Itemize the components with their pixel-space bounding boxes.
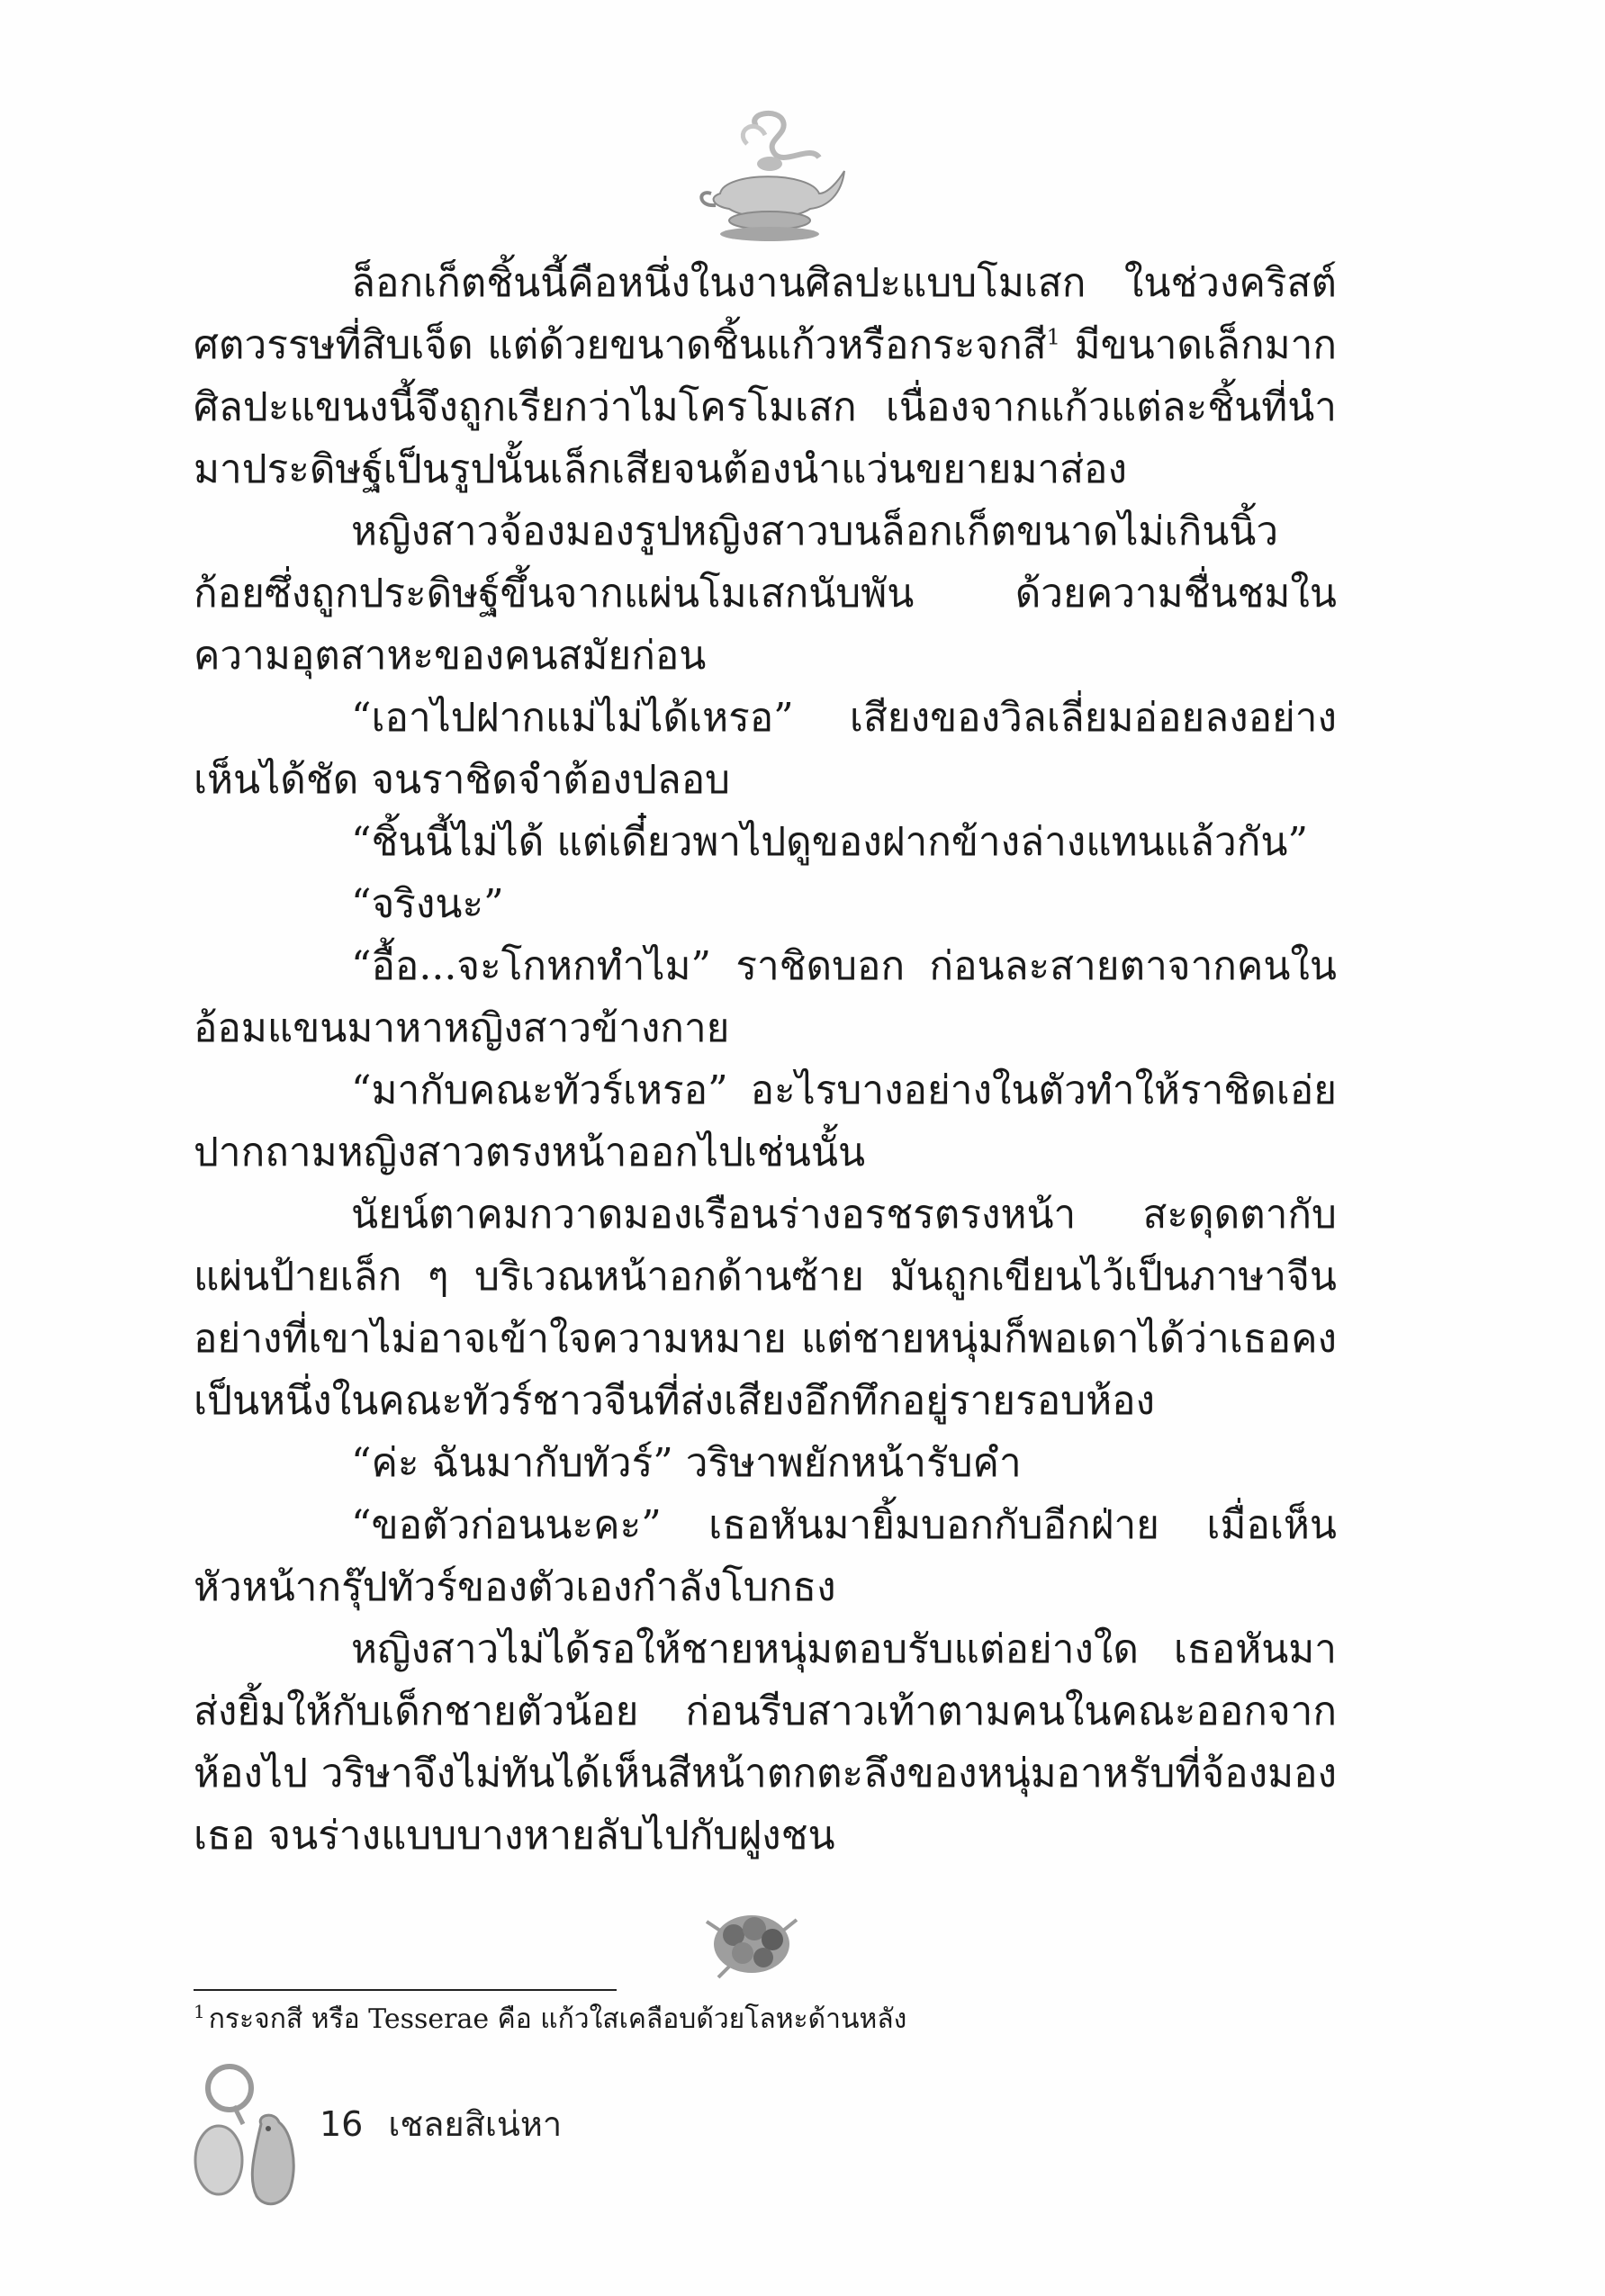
body-text (194, 252, 1337, 1867)
paragraph: หญิงสาวจ้องมองรูปหญิงสาวบนล็อกเก็ตขนาดไม่เกินนิ้วก้อยซึ่งถูกประดิษฐ์ขึ้นจากแผ่นโมเสกนับพัน ด้วยความชื่นชมในความอุตสาหะของคนสมัยก่อน (194, 509, 1337, 679)
paragraph: “ขอตัวก่อนนะคะ” เธอหันมายิ้มบอกกับอีกฝ่าย เมื่อเห็นหัวหน้ากรุ๊ปทัวร์ของตัวเองกำลังโบกธง (194, 1502, 1337, 1610)
paragraph: “อื้อ...จะโกหกทำไม” ราชิดบอก ก่อนละสายตาจากคนในอ้อมแขนมาหาหญิงสาวข้างกาย (194, 943, 1337, 1051)
footnote-reference[interactable]: 1 (1046, 324, 1060, 350)
magic-lamp-icon (693, 108, 846, 243)
page-number: 16 (320, 2104, 364, 2144)
locket-keychain-icon (185, 2061, 315, 2214)
footnote-divider (194, 1989, 617, 1991)
page-footer (320, 2102, 562, 2147)
flower-bouquet-icon (702, 1904, 801, 1985)
paragraph: “ชิ้นนี้ไม่ได้ แต่เดี๋ยวพาไปดูของฝากข้างล่างแทนแล้วกัน” (351, 819, 1308, 865)
paragraph: “จริงนะ” (351, 881, 504, 927)
paragraph: “ค่ะ ฉันมากับทัวร์” วริษาพยักหน้ารับคำ (351, 1440, 1022, 1486)
paragraph: นัยน์ตาคมกวาดมองเรือนร่างอรชรตรงหน้า สะดุดตากับแผ่นป้ายเล็ก ๆ บริเวณหน้าอกด้านซ้าย มันถูกเขียนไว้เป็นภาษาจีนอย่างที่เขาไม่อาจเข้าใจความหมาย แต่ชายหนุ่มก็พอเดาได้ว่าเธอคงเป็นหนึ่งในคณะทัวร์ชาวจีนที่ส่งเสียงอึกทึกอยู่รายรอบห้อง (194, 1192, 1337, 1424)
footnote (194, 2000, 1364, 2039)
paragraph: “มากับคณะทัวร์เหรอ” อะไรบางอย่างในตัวทำให้ราชิดเอ่ยปากถามหญิงสาวตรงหน้าออกไปเช่นนั้น (194, 1067, 1337, 1175)
footnote-marker: 1 (194, 2001, 205, 2022)
footnote-text: กระจกสี หรือ Tesserae คือ แก้วใสเคลือบด้วยโลหะด้านหลัง (208, 2003, 907, 2035)
paragraph: ล็อกเก็ตชิ้นนี้คือหนึ่งในงานศิลปะแบบโมเสก ในช่วงคริสต์ศตวรรษที่สิบเจ็ด แต่ด้วยขนาดชิ้นแก้วหรือกระจกสี$^1$ มีขนาดเล็กมาก ศิลปะแขนงนี้จึงถูกเรียกว่าไมโครโมเสก เนื่องจากแก้วแต่ละชิ้นที่นำมาประดิษฐ์เป็นรูปนั้นเล็กเสียจนต้องนำแว่นขยายมาส่อง (194, 260, 1337, 492)
paragraph: “เอาไปฝากแม่ไม่ได้เหรอ” เสียงของวิลเลี่ยมอ่อยลงอย่างเห็นได้ชัด จนราชิดจำต้องปลอบ (194, 695, 1337, 803)
book-title: เชลยสิเน่หา (388, 2104, 563, 2144)
paragraph: หญิงสาวไม่ได้รอให้ชายหนุ่มตอบรับแต่อย่างใด เธอหันมาส่งยิ้มให้กับเด็กชายตัวน้อย ก่อนรีบสาวเท้าตามคนในคณะออกจากห้องไป วริษาจึงไม่ทันได้เห็นสีหน้าตกตะลึงของหนุ่มอาหรับที่จ้องมองเธอ จนร่างแบบบางหายลับไปกับฝูงชน (194, 1626, 1337, 1859)
